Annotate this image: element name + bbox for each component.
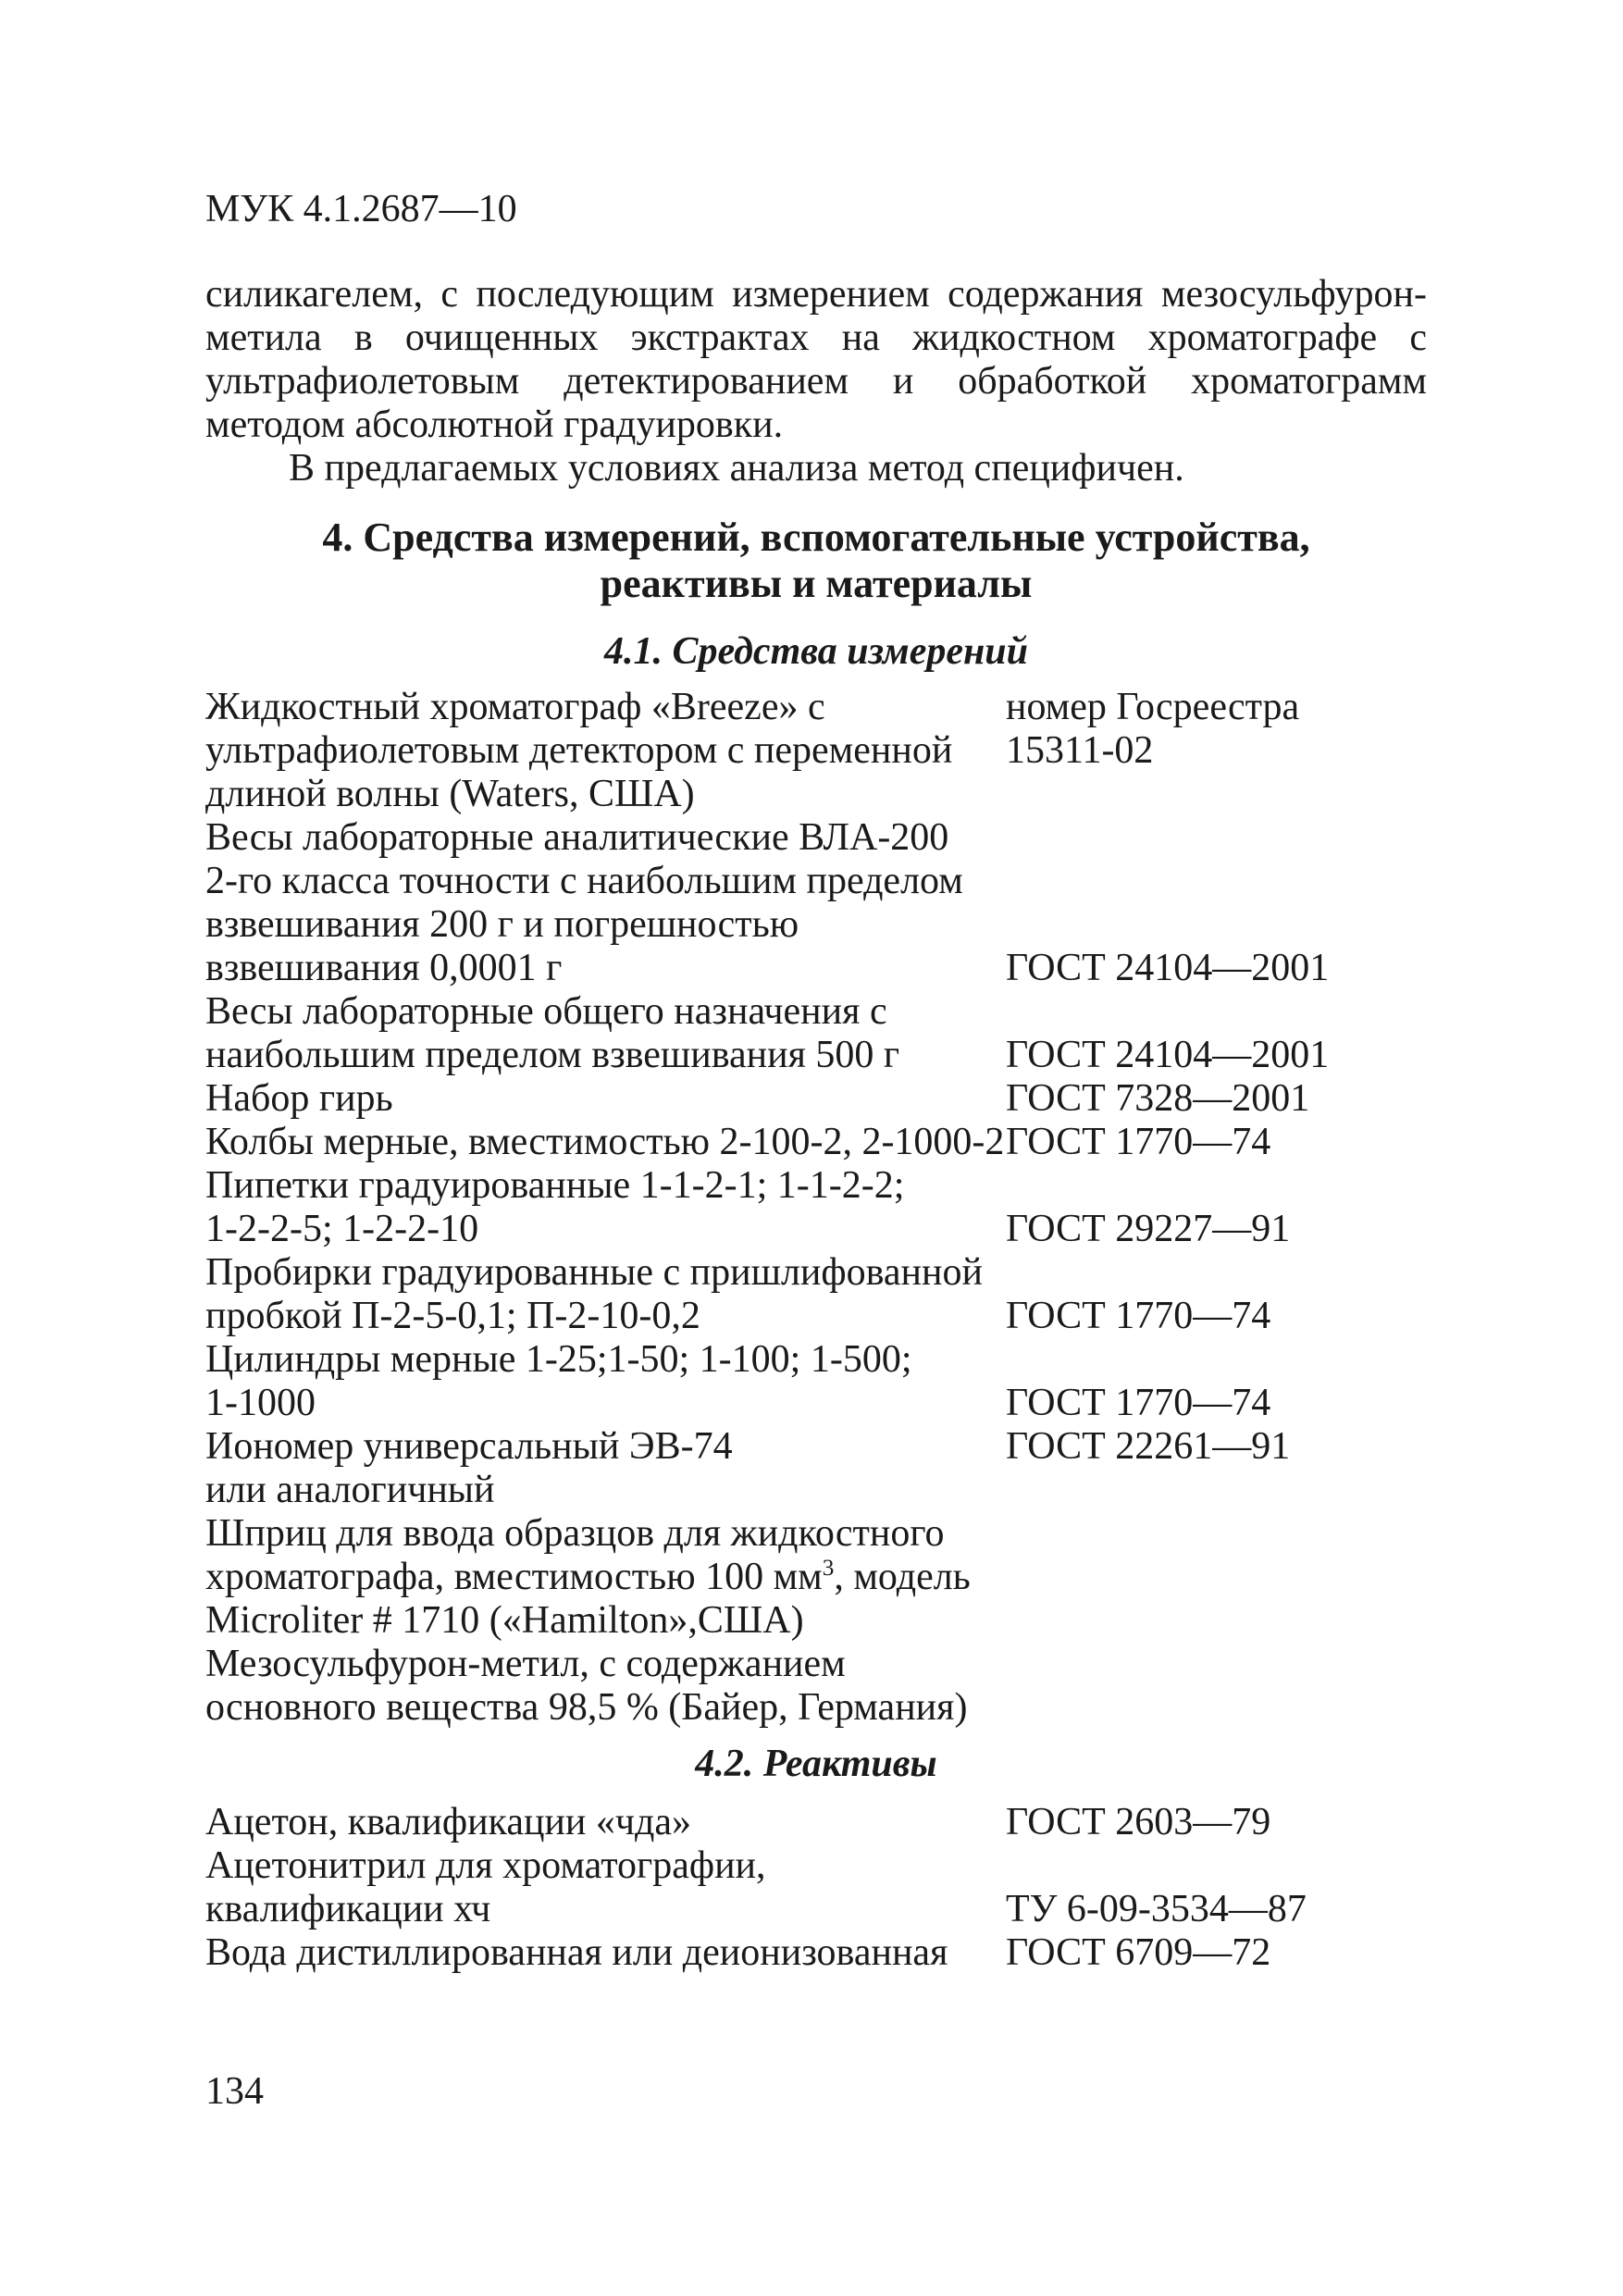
reagents-list — [205, 1801, 1427, 1975]
list-item — [205, 1164, 1427, 1251]
item-name — [205, 1164, 1006, 1251]
item-line: Microliter # 1710 («Hamilton»,США) — [205, 1599, 804, 1642]
item-line: длиной волны (Waters, США) — [205, 773, 695, 815]
item-line: взвешивания 200 г и погрешностью — [205, 903, 799, 946]
item-line: Ацетонитрил для хроматографии, — [205, 1844, 766, 1887]
list-item — [205, 816, 1427, 990]
item-reference — [1006, 1034, 1427, 1077]
item-line: или аналогичный — [205, 1469, 495, 1511]
item-name — [205, 1512, 1006, 1643]
intro-text — [205, 273, 1427, 490]
item-name — [205, 1931, 1006, 1975]
list-item — [205, 1643, 1427, 1730]
reference-line: ГОСТ 7328—2001 — [1006, 1077, 1310, 1120]
item-line: Вода дистиллированная или деионизованная — [205, 1931, 948, 1974]
list-item — [205, 1425, 1427, 1512]
item-name — [205, 1844, 1006, 1931]
item-line: Жидкостный хроматограф «Breeze» с — [205, 686, 825, 728]
item-line: Пробирки градуированные с пришлифованной — [205, 1251, 983, 1294]
list-item — [205, 1844, 1427, 1931]
reference-line: ГОСТ 24104—2001 — [1006, 947, 1330, 989]
item-reference — [1006, 1208, 1427, 1251]
item-line: Колбы мерные, вместимостью 2-100-2, 2-1000-2 — [205, 1121, 1005, 1163]
list-item — [205, 1077, 1427, 1121]
reference-line: ГОСТ 1770—74 — [1006, 1382, 1271, 1424]
item-line: пробкой П-2-5-0,1; П-2-10-0,2 — [205, 1295, 700, 1337]
item-name — [205, 686, 1006, 816]
item-reference — [1006, 1425, 1427, 1469]
reference-line: ГОСТ 22261—91 — [1006, 1425, 1291, 1468]
item-line: Весы лабораторные аналитические ВЛА-200 — [205, 816, 949, 859]
subsection-title-reagents: 4.2. Реактивы — [695, 1743, 937, 1785]
reference-line: ГОСТ 2603—79 — [1006, 1801, 1271, 1843]
item-reference — [1006, 1121, 1427, 1164]
superscript: 3 — [822, 1556, 835, 1581]
item-reference — [1006, 686, 1427, 773]
list-item — [205, 1801, 1427, 1844]
section-title-line: реактивы и материалы — [600, 561, 1033, 606]
item-reference — [1006, 947, 1427, 990]
list-item — [205, 1251, 1427, 1338]
item-line: Набор гирь — [205, 1077, 393, 1120]
section-title — [205, 515, 1427, 607]
item-line-text: , модель — [834, 1556, 971, 1598]
reference-line: ГОСТ 6709—72 — [1006, 1931, 1271, 1974]
item-line: 1-1000 — [205, 1382, 316, 1424]
reference-line: номер Госреестра — [1006, 686, 1300, 728]
reference-line: ТУ 6-09-3534—87 — [1006, 1888, 1307, 1930]
item-line: Весы лабораторные общего назначения с — [205, 990, 887, 1033]
item-name — [205, 1121, 1006, 1164]
item-line: Цилиндры мерные 1-25;1-50; 1-100; 1-500; — [205, 1338, 912, 1381]
reference-line: 15311-02 — [1006, 729, 1154, 772]
item-line: Ацетон, квалификации «чда» — [205, 1801, 692, 1843]
item-line: Пипетки градуированные 1-1-2-1; 1-1-2-2; — [205, 1164, 905, 1207]
item-reference — [1006, 1888, 1427, 1931]
item-line: основного вещества 98,5 % (Байер, Германия) — [205, 1686, 968, 1729]
item-line: Шприц для ввода образцов для жидкостного — [205, 1512, 945, 1555]
item-line: 1-2-2-5; 1-2-2-10 — [205, 1208, 479, 1250]
item-name — [205, 1801, 1006, 1844]
item-line: Мезосульфурон-метил, с содержанием — [205, 1643, 846, 1685]
item-name — [205, 816, 1006, 990]
item-line: Иономер универсальный ЭВ-74 — [205, 1425, 733, 1468]
list-item — [205, 990, 1427, 1077]
list-item — [205, 686, 1427, 816]
item-name — [205, 1077, 1006, 1121]
section-title-line: 4. Средства измерений, вспомогательные устройства, — [322, 515, 1310, 560]
item-line — [205, 1556, 1006, 1599]
item-line: 2-го класса точности с наибольшим пределом — [205, 860, 963, 902]
item-reference — [1006, 1382, 1427, 1425]
list-item — [205, 1931, 1427, 1975]
reference-line: ГОСТ 1770—74 — [1006, 1295, 1271, 1337]
item-name — [205, 1425, 1006, 1512]
subsection-title-measuring-instruments: 4.1. Средства измерений — [603, 630, 1029, 673]
item-name — [205, 1251, 1006, 1338]
item-line: наибольшим пределом взвешивания 500 г — [205, 1034, 900, 1076]
reference-line: ГОСТ 1770—74 — [1006, 1121, 1271, 1163]
item-name — [205, 990, 1006, 1077]
item-reference — [1006, 1295, 1427, 1338]
reference-line: ГОСТ 29227—91 — [1006, 1208, 1291, 1250]
list-item — [205, 1512, 1427, 1643]
measuring-instruments-list — [205, 686, 1427, 1730]
item-name — [205, 1338, 1006, 1425]
intro-paragraph: силикагелем, с последующим измерением содержания мезосульфурон-метила в очищенных экстрактах на жидкостном хроматографе с ультрафиолетовым детектированием и обработкой хроматограмм методом абсолютной градуировки. — [205, 273, 1427, 446]
page-number: 134 — [205, 2070, 264, 2113]
item-line: взвешивания 0,0001 г — [205, 947, 563, 989]
item-name — [205, 1643, 1006, 1730]
reference-line: ГОСТ 24104—2001 — [1006, 1034, 1330, 1076]
item-reference — [1006, 1801, 1427, 1844]
item-line-text: хроматографа, вместимостью 100 мм — [205, 1556, 823, 1598]
item-reference — [1006, 1077, 1427, 1121]
item-line: ультрафиолетовым детектором с переменной — [205, 729, 953, 772]
item-line: квалификации хч — [205, 1888, 491, 1930]
list-item — [205, 1338, 1427, 1425]
list-item — [205, 1121, 1427, 1164]
intro-paragraph: В предлагаемых условиях анализа метод специфичен. — [289, 447, 1184, 490]
document-id: МУК 4.1.2687—10 — [205, 188, 517, 230]
item-reference — [1006, 1931, 1427, 1975]
